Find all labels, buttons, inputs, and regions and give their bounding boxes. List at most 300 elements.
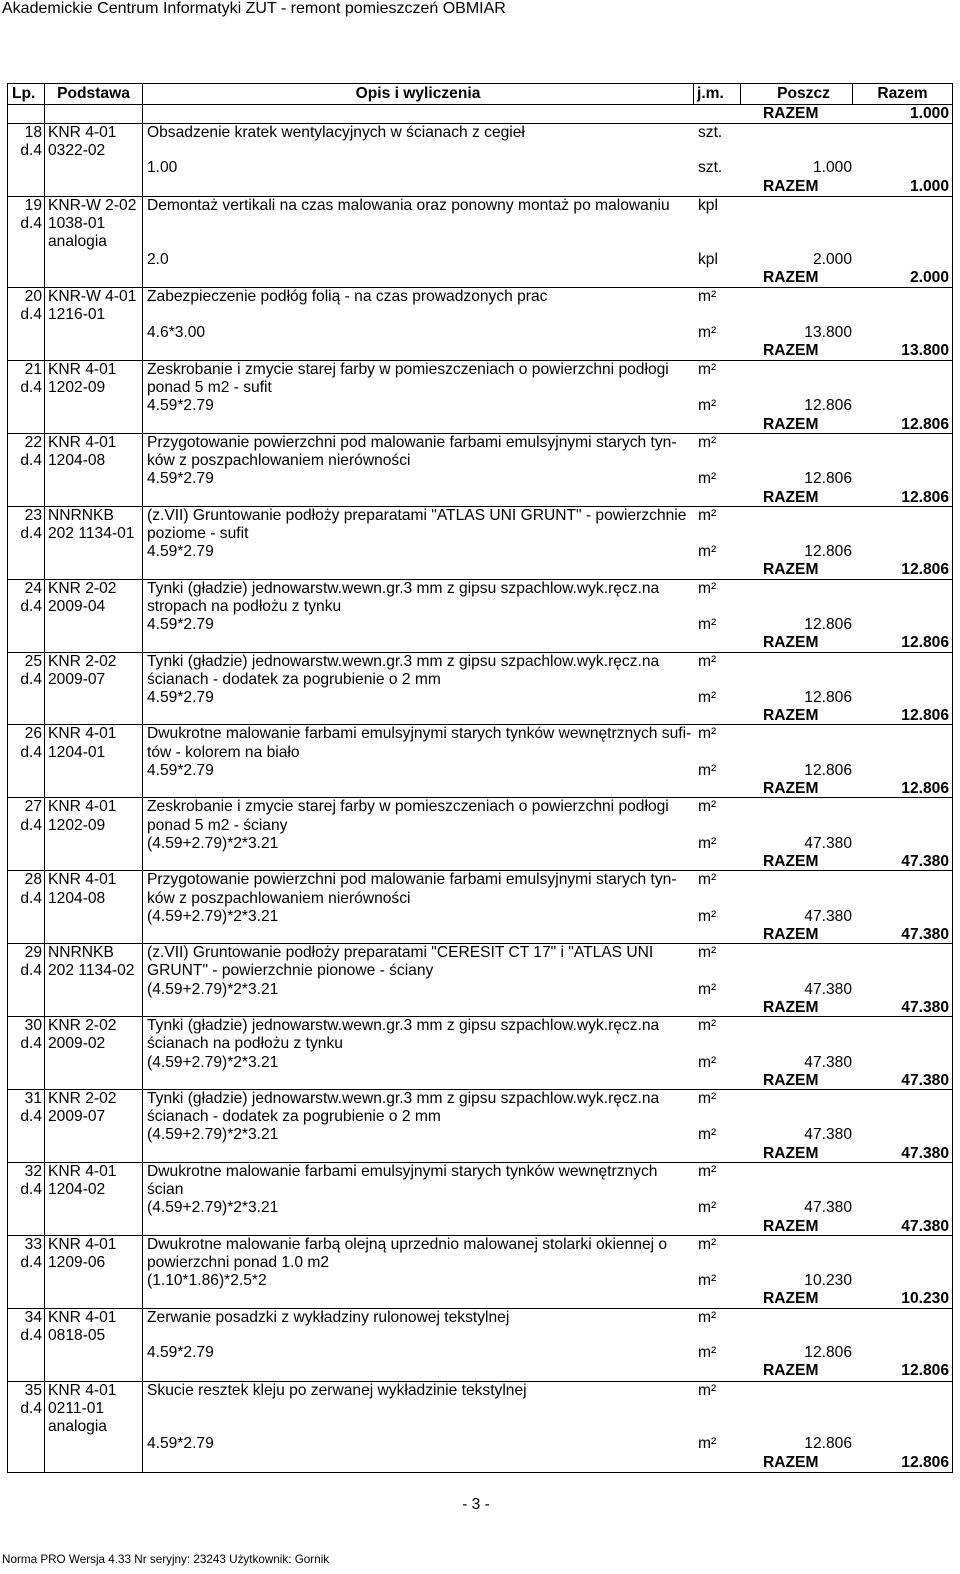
description-cell [143, 361, 952, 433]
description-line: Skucie resztek kleju po zerwanej wykładzinie tekstylnej [147, 1381, 527, 1399]
total-value: 47.380 [901, 1071, 949, 1089]
description-row [143, 1327, 952, 1344]
total-row [143, 105, 952, 123]
unit [694, 1418, 741, 1436]
item-number: 26 [24, 725, 42, 743]
table-row [8, 197, 952, 288]
description-row [143, 507, 952, 525]
unit: m² [698, 1090, 717, 1108]
unit [694, 744, 741, 762]
total-row [143, 1218, 952, 1236]
table-row [8, 653, 952, 726]
description-cell [143, 434, 952, 506]
description-cell [143, 1382, 952, 1472]
unit [694, 142, 741, 159]
description-row [143, 452, 952, 470]
partial-value [741, 361, 853, 379]
total-spacer [694, 634, 741, 652]
lp-cell [8, 944, 45, 1016]
podstawa-line: analogia [48, 233, 107, 251]
partial-value [741, 725, 853, 743]
table-row [8, 124, 952, 197]
calculation-row [143, 251, 952, 269]
total-row [143, 1072, 952, 1090]
total-spacer [143, 561, 694, 579]
table-row [8, 1017, 952, 1090]
unit: m² [698, 1381, 717, 1399]
description-line: ków z poszpachlowaniem nierówności [147, 452, 411, 470]
partial-value [741, 653, 853, 671]
description-line: Przygotowanie powierzchni pod malowanie farbami emulsyjnymi starych tyn- [147, 433, 677, 451]
total-value [853, 1327, 952, 1344]
unit [694, 1254, 741, 1272]
table-row [8, 361, 952, 434]
partial-value: 47.380 [804, 1199, 852, 1217]
description-line: (z.VII) Gruntowanie podłoży preparatami "CERESIT CT 17" i "ATLAS UNI [147, 944, 654, 962]
table-row [8, 434, 952, 507]
partial-value [741, 142, 853, 159]
total-value [853, 507, 952, 525]
partial-value: 47.380 [804, 907, 852, 925]
podstawa-cell [45, 434, 143, 506]
total-label: RAZEM [763, 780, 819, 798]
podstawa-line: KNR 2-02 [48, 1017, 117, 1035]
total-value [853, 671, 952, 689]
podstawa-line: KNR 4-01 [48, 1235, 117, 1253]
calculation-row [143, 835, 952, 853]
total-value [853, 1163, 952, 1181]
podstawa-line: KNR 4-01 [48, 1381, 117, 1399]
item-section: d.4 [20, 1108, 42, 1126]
lp-cell [8, 361, 45, 433]
item-number: 25 [24, 652, 42, 670]
unit [694, 1400, 741, 1418]
unit [694, 598, 741, 616]
total-value [853, 798, 952, 816]
podstawa-line: KNR 4-01 [48, 433, 117, 451]
partial-value [741, 306, 853, 323]
total-spacer [143, 1145, 694, 1163]
total-row [143, 1362, 952, 1380]
calculation-formula: (4.59+2.79)*2*3.21 [147, 1126, 279, 1144]
lp-cell [8, 105, 45, 123]
total-row [143, 926, 952, 944]
podstawa-line: KNR 4-01 [48, 798, 117, 816]
total-value [853, 142, 952, 159]
carryover-total-row [8, 105, 952, 124]
total-value [853, 616, 952, 634]
total-value [853, 1418, 952, 1436]
calculation-row [143, 616, 952, 634]
total-spacer [143, 1072, 694, 1090]
calculation-formula: 4.6*3.00 [147, 323, 206, 341]
table-row [8, 580, 952, 653]
description-row [143, 1108, 952, 1126]
total-value [853, 543, 952, 561]
podstawa-cell [45, 197, 143, 287]
total-row [143, 342, 952, 360]
partial-value [741, 124, 853, 142]
table-row [8, 1382, 952, 1473]
total-value: 12.806 [901, 561, 949, 579]
total-value: 12.806 [901, 780, 949, 798]
podstawa-line: 2009-07 [48, 670, 106, 688]
lp-cell [8, 434, 45, 506]
description-row [143, 434, 952, 452]
calculation-row [143, 470, 952, 488]
unit: m² [698, 360, 717, 378]
calculation-unit: m² [698, 397, 717, 415]
lp-cell [8, 1382, 45, 1472]
calculation-unit: m² [698, 980, 717, 998]
description-line: ków z poszpachlowaniem nierówności [147, 889, 411, 907]
description-line: poziome - sufit [147, 524, 249, 542]
total-value [853, 233, 952, 251]
total-value [853, 817, 952, 835]
partial-value [741, 1400, 853, 1418]
total-spacer [143, 105, 694, 123]
partial-value: 10.230 [804, 1272, 852, 1290]
total-row [143, 707, 952, 725]
total-spacer [694, 780, 741, 798]
podstawa-cell [45, 1163, 143, 1235]
description-cell [143, 197, 952, 287]
total-spacer [143, 1454, 694, 1472]
partial-value [741, 798, 853, 816]
description-line: stropach na podłożu z tynku [147, 597, 342, 615]
item-section: d.4 [20, 816, 42, 834]
calculation-row [143, 762, 952, 780]
description-cell [143, 1236, 952, 1308]
podstawa-line: KNR 2-02 [48, 652, 117, 670]
calculation-formula: 4.59*2.79 [147, 397, 214, 415]
partial-value [741, 962, 853, 980]
total-spacer [143, 634, 694, 652]
partial-value [741, 1181, 853, 1199]
table-row [8, 507, 952, 580]
podstawa-line: KNR 4-01 [48, 1308, 117, 1326]
unit: m² [698, 1308, 717, 1326]
partial-value [741, 1418, 853, 1436]
podstawa-cell [45, 798, 143, 870]
podstawa-line: 1204-01 [48, 743, 106, 761]
description-line: Przygotowanie powierzchni pod malowanie farbami emulsyjnymi starych tyn- [147, 871, 677, 889]
description-row [143, 1400, 952, 1418]
total-spacer [694, 342, 741, 360]
total-spacer [143, 926, 694, 944]
description-row [143, 598, 952, 616]
podstawa-line: 2009-04 [48, 597, 106, 615]
total-value [853, 124, 952, 142]
total-label: RAZEM [763, 561, 819, 579]
table-row [8, 725, 952, 798]
total-row [143, 853, 952, 871]
total-value [853, 324, 952, 342]
calculation-formula: 4.59*2.79 [147, 543, 214, 561]
podstawa-line: 0211-01 [48, 1399, 105, 1417]
description-line [143, 142, 694, 159]
podstawa-line: 2009-07 [48, 1108, 106, 1126]
description-line: ponad 5 m2 - ściany [147, 816, 288, 834]
item-section: d.4 [20, 962, 42, 980]
unit: m² [698, 506, 717, 524]
partial-value [741, 379, 853, 397]
item-section: d.4 [20, 1035, 42, 1053]
unit: m² [698, 944, 717, 962]
item-number: 23 [24, 506, 42, 524]
total-row [143, 1454, 952, 1472]
lp-cell [8, 1236, 45, 1308]
total-spacer [694, 1218, 741, 1236]
calculation-unit: m² [698, 1126, 717, 1144]
description-cell [143, 871, 952, 943]
total-spacer [694, 178, 741, 196]
description-row [143, 1236, 952, 1254]
partial-value [741, 452, 853, 470]
total-label: RAZEM [763, 341, 819, 359]
total-value [853, 470, 952, 488]
description-line: Tynki (gładzie) jednowarstw.wewn.gr.3 mm z gipsu szpachlow.wyk.ręcz.na [147, 579, 660, 597]
podstawa-cell [45, 580, 143, 652]
total-spacer [694, 853, 741, 871]
partial-value [741, 817, 853, 835]
total-spacer [694, 926, 741, 944]
total-spacer [143, 707, 694, 725]
total-spacer [694, 416, 741, 434]
total-value [853, 1309, 952, 1327]
total-value: 47.380 [901, 925, 949, 943]
description-line [143, 1418, 694, 1436]
podstawa-line: 0322-02 [48, 142, 106, 160]
partial-value: 1.000 [812, 159, 852, 177]
description-row [143, 525, 952, 543]
unit: m² [698, 1235, 717, 1253]
podstawa-cell [45, 361, 143, 433]
calculation-unit: m² [698, 907, 717, 925]
podstawa-line: 1204-08 [48, 452, 106, 470]
partial-value [741, 671, 853, 689]
description-row [143, 653, 952, 671]
calculation-unit: m² [698, 761, 717, 779]
unit: m² [698, 725, 717, 743]
calculation-row [143, 1435, 952, 1453]
total-value [853, 981, 952, 999]
item-number: 31 [24, 1090, 42, 1108]
table-row [8, 1236, 952, 1309]
total-value [853, 288, 952, 306]
unit: m² [698, 288, 717, 306]
table-row [8, 944, 952, 1017]
total-value [853, 1199, 952, 1217]
column-header-opis: Opis i wyliczenia [143, 84, 694, 104]
calculation-unit: m² [698, 616, 717, 634]
partial-value: 12.806 [804, 689, 852, 707]
partial-value [741, 233, 853, 251]
total-value [853, 1181, 952, 1199]
total-spacer [143, 853, 694, 871]
calculation-row [143, 1054, 952, 1072]
unit [694, 890, 741, 908]
total-label: RAZEM [763, 1217, 819, 1235]
description-row [143, 1382, 952, 1400]
description-row [143, 1163, 952, 1181]
item-section: d.4 [20, 215, 42, 233]
podstawa-line: 1202-09 [48, 379, 106, 397]
description-cell [143, 124, 952, 196]
item-section: d.4 [20, 142, 42, 160]
table-row [8, 288, 952, 361]
description-cell [143, 1309, 952, 1381]
calculation-row [143, 1126, 952, 1144]
column-header-podstawa: Podstawa [45, 84, 143, 104]
description-line: ścianach na podłożu z tynku [147, 1035, 343, 1053]
description-row [143, 288, 952, 306]
total-value [853, 762, 952, 780]
description-line: ponad 5 m2 - sufit [147, 379, 272, 397]
partial-value: 12.806 [804, 761, 852, 779]
podstawa-line: KNR 4-01 [48, 124, 117, 141]
podstawa-line: KNR 4-01 [48, 871, 117, 889]
podstawa-cell [45, 288, 143, 360]
total-row [143, 780, 952, 798]
item-number: 35 [24, 1381, 42, 1399]
column-header-poszcz: Poszcz [741, 84, 853, 104]
total-label: RAZEM [763, 415, 819, 433]
total-value [853, 835, 952, 853]
description-line: ścianach - dodatek za pogrubienie o 2 mm [147, 670, 441, 688]
partial-value: 12.806 [804, 1344, 852, 1362]
calculation-formula: 4.59*2.79 [147, 616, 214, 634]
lp-cell [8, 1309, 45, 1381]
description-row [143, 124, 952, 142]
total-value [853, 689, 952, 707]
unit: kpl [698, 196, 718, 214]
total-value: 47.380 [901, 853, 949, 871]
total-label: RAZEM [763, 488, 819, 506]
total-value: 10.230 [901, 1290, 949, 1308]
description-row [143, 1418, 952, 1436]
partial-value: 12.806 [804, 1435, 852, 1453]
total-value [853, 1090, 952, 1108]
podstawa-cell [45, 1090, 143, 1162]
total-spacer [694, 489, 741, 507]
page-number: - 3 - [462, 1496, 490, 1513]
item-section: d.4 [20, 597, 42, 615]
podstawa-line: NNRNKB [48, 944, 114, 962]
item-number: 21 [24, 360, 42, 378]
lp-cell [8, 580, 45, 652]
partial-value [741, 288, 853, 306]
total-value [853, 306, 952, 323]
total-label: RAZEM [763, 1362, 819, 1380]
partial-value: 47.380 [804, 1053, 852, 1071]
total-label: RAZEM [763, 1071, 819, 1089]
total-label: RAZEM [763, 853, 819, 871]
calculation-unit: kpl [698, 250, 718, 268]
description-row [143, 233, 952, 251]
total-value: 13.800 [901, 341, 949, 359]
item-number: 22 [24, 433, 42, 451]
lp-cell [8, 798, 45, 870]
total-spacer [694, 999, 741, 1017]
description-row [143, 944, 952, 962]
item-number: 34 [24, 1308, 42, 1326]
description-line: ścian [147, 1181, 184, 1199]
total-row [143, 416, 952, 434]
calculation-unit: m² [698, 543, 717, 561]
total-value [853, 1054, 952, 1072]
calculation-unit: m² [698, 1435, 717, 1453]
unit: m² [698, 433, 717, 451]
partial-value [741, 744, 853, 762]
description-row [143, 1090, 952, 1108]
item-section: d.4 [20, 1254, 42, 1272]
total-label: RAZEM [763, 634, 819, 652]
description-line: Zabezpieczenie podłóg folią - na czas prowadzonych prac [147, 288, 548, 306]
description-line: powierzchni ponad 1.0 m2 [147, 1254, 330, 1272]
total-value: 12.806 [901, 634, 949, 652]
item-section: d.4 [20, 1181, 42, 1199]
calculation-formula: (1.10*1.86)*2.5*2 [147, 1272, 267, 1290]
partial-value: 2.000 [812, 250, 852, 268]
description-row [143, 1017, 952, 1035]
podstawa-cell [45, 944, 143, 1016]
table-row [8, 871, 952, 944]
total-value [853, 525, 952, 543]
total-value: 47.380 [901, 1217, 949, 1235]
unit [694, 1327, 741, 1344]
total-value [853, 215, 952, 233]
description-cell [143, 1090, 952, 1162]
partial-value [741, 580, 853, 598]
total-value [853, 452, 952, 470]
item-section: d.4 [20, 1326, 42, 1344]
description-row [143, 215, 952, 233]
total-value [853, 871, 952, 889]
unit [694, 306, 741, 323]
item-section: d.4 [20, 889, 42, 907]
total-spacer [694, 1290, 741, 1308]
description-row [143, 798, 952, 816]
total-spacer [143, 999, 694, 1017]
podstawa-line: 2009-02 [48, 1035, 106, 1053]
description-row [143, 142, 952, 159]
partial-value [741, 890, 853, 908]
total-spacer [694, 1072, 741, 1090]
total-spacer [694, 1145, 741, 1163]
calculation-formula: (4.59+2.79)*2*3.21 [147, 980, 279, 998]
partial-value [741, 1017, 853, 1035]
total-row [143, 1290, 952, 1308]
total-value [853, 744, 952, 762]
lp-cell [8, 1017, 45, 1089]
description-cell [143, 1163, 952, 1235]
unit [694, 817, 741, 835]
item-section: d.4 [20, 306, 42, 324]
podstawa-cell [45, 1017, 143, 1089]
partial-value [741, 1163, 853, 1181]
total-spacer [143, 416, 694, 434]
lp-cell [8, 124, 45, 196]
item-section: d.4 [20, 1399, 42, 1417]
item-number: 20 [24, 288, 42, 306]
item-number: 19 [24, 196, 42, 214]
column-header-lp: Lp. [8, 84, 45, 104]
total-value [853, 908, 952, 926]
item-list [8, 124, 952, 1473]
partial-value [741, 1382, 853, 1400]
total-spacer [143, 489, 694, 507]
